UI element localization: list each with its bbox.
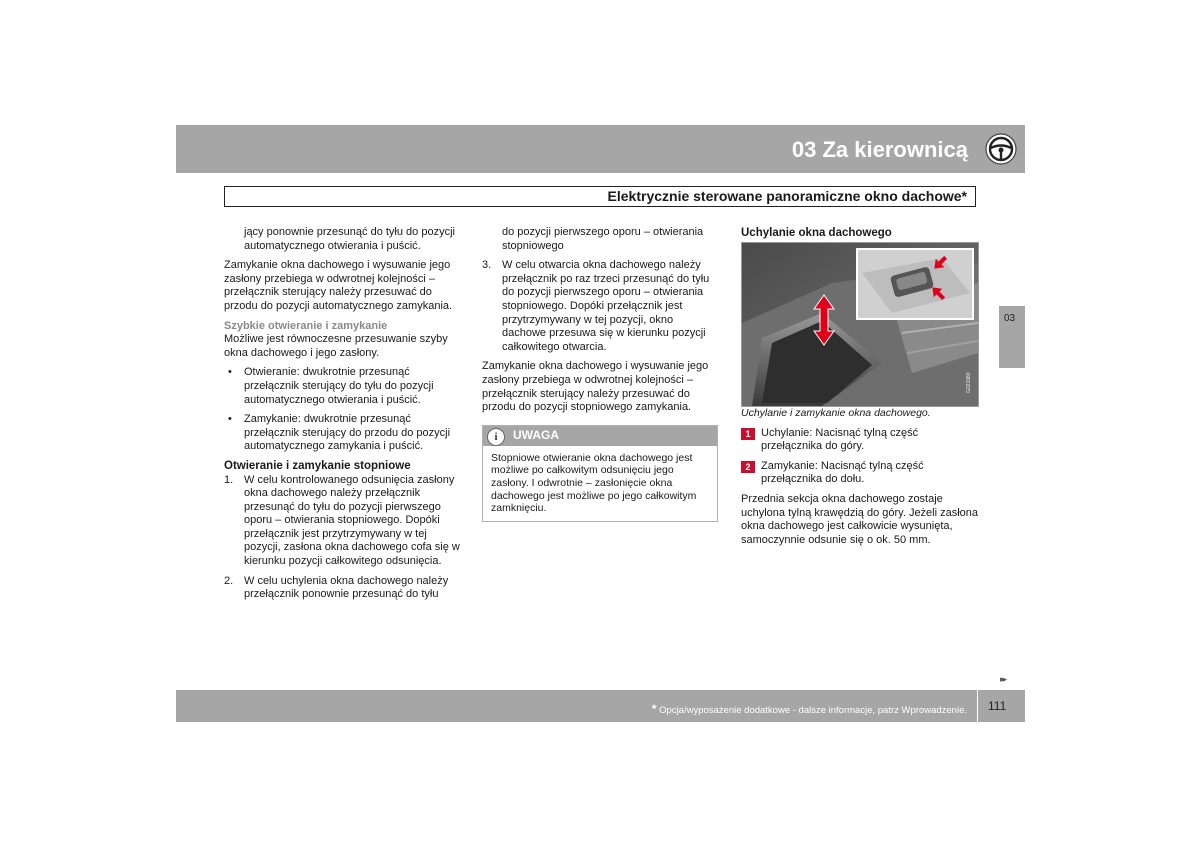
callout-text: Uchylanie: Nacisnąć tylną część przełącznika do góry. [761, 426, 919, 453]
footer-asterisk: * [651, 702, 657, 716]
footer-note-text: Opcja/wyposażenie dodatkowe - dalsze informacje, patrz Wprowadzenie. [659, 705, 967, 716]
note-label: UWAGA [513, 427, 559, 442]
page-number: 111 [988, 699, 1007, 713]
step-number: 2. [224, 574, 234, 587]
paragraph: Zamykanie okna dachowego i wysuwanie jego zasłony przebiega w odwrotnej kolejności – przełącznik sterujący należy przesuwać do przodu do pozycji stopniowego zamykania. [482, 360, 709, 414]
paragraph: Możliwe jest równoczesne przesuwanie szyby okna dachowego i jego zasłony. [224, 333, 448, 359]
note-box [482, 425, 718, 522]
step-text: W celu otwarcia okna dachowego należy przełącznik po raz trzeci przesunąć do tyłu do pozycji pierwszego oporu – otwierania stopniowego. Dopóki przełącznik jest przytrzymywany w tej pozycji, okno dachowe przesuwa się w kierunku pozycji całkowitego otwarcia. [502, 259, 710, 353]
step-number: 3. [482, 259, 492, 272]
text-column-1 [224, 226, 462, 608]
paragraph: do pozycji pierwszego oporu – otwierania stopniowego [502, 226, 704, 252]
section-title-bar [224, 186, 976, 207]
callout-number-marker: 1 [741, 428, 755, 440]
step-text: W celu uchylenia okna dachowego należy przełącznik ponownie przesunąć do tyłu [244, 574, 449, 601]
sunroof-illustration [741, 242, 979, 407]
continue-arrows-icon: ▸▸ [1000, 674, 1006, 684]
numbered-step [482, 259, 718, 354]
chapter-side-tab [999, 306, 1025, 368]
subheading: Otwieranie i zamykanie stopniowe [224, 459, 411, 472]
step-number: 1. [224, 473, 234, 486]
text-column-2 [482, 226, 718, 522]
figure-caption: Uchylanie i zamykanie okna dachowego. [741, 407, 931, 419]
bullet-mark: • [228, 366, 232, 379]
note-text: Stopniowe otwieranie okna dachowego jest możliwe po całkowitym odsunięciu jego zasłony. I odwrotnie – zasłonięcie okna dachowego jest możliwe po jego całkowitym zamknięciu. [491, 451, 697, 515]
steering-wheel-icon [985, 133, 1017, 165]
paragraph: jący ponownie przesunąć do tyłu do pozycji automatycznego otwierania i puścić. [244, 226, 455, 252]
paragraph: Zamykanie okna dachowego i wysuwanie jego zasłony przebiega w odwrotnej kolejności – przełącznik sterujący należy przesuwać do przodu do pozycji automatycznego zamykania. [224, 259, 453, 312]
callout-text: Zamykanie: Nacisnąć tylną część przełącznika do dołu. [761, 459, 924, 486]
chapter-title: 03 Za kierownicą [791, 137, 968, 162]
bullet-text: Zamykanie: dwukrotnie przesunąć przełącznik sterujący do przodu do pozycji automatycznego zamykania i puścić. [244, 413, 451, 453]
info-icon: i [487, 428, 505, 446]
chapter-icon-box [976, 125, 1025, 173]
sunroof-photo [742, 243, 978, 406]
bullet-item [224, 413, 462, 454]
numbered-step [224, 575, 462, 602]
numbered-step [224, 474, 462, 569]
chapter-side-tab-label: 03 [1004, 313, 1016, 324]
footer-band [176, 690, 977, 722]
bullet-mark: • [228, 413, 232, 426]
text-column-3 [741, 407, 981, 553]
bullet-item [224, 366, 462, 407]
bullet-text: Otwieranie: dwukrotnie przesunąć przełącznik sterujący do tyłu do pozycji automatycznego otwierania i puścić. [244, 366, 434, 406]
step-text: W celu kontrolowanego odsunięcia zasłony okna dachowego należy przełącznik przesunąć do tyłu do pozycji pierwszego oporu – otwierania stopniowego. Dopóki przełącznik jest przytrzymywany w tej pozycji, zasłona okna dachowego cofa się w kierunku pozycji całkowitego odsunięcia. [244, 473, 460, 568]
page-number-box [978, 690, 1025, 722]
note-header [483, 426, 717, 446]
callout-item [741, 460, 981, 487]
callout-number-marker: 2 [741, 461, 755, 473]
callout-item [741, 427, 981, 454]
subheading: Uchylanie okna dachowego [741, 227, 892, 239]
paragraph: Przednia sekcja okna dachowego zostaje uchylona tylną krawędzią do góry. Jeżeli zasłona okna dachowego jest całkowicie wysunięta, samoczynnie odsunie się o ok. 50 mm. [741, 492, 979, 546]
section-title: Elektrycznie sterowane panoramiczne okno dachowe* [607, 188, 967, 204]
subheading: Szybkie otwieranie i zamykanie [224, 319, 388, 332]
footer-note [652, 702, 967, 716]
photo-code: G021980 [966, 372, 972, 393]
